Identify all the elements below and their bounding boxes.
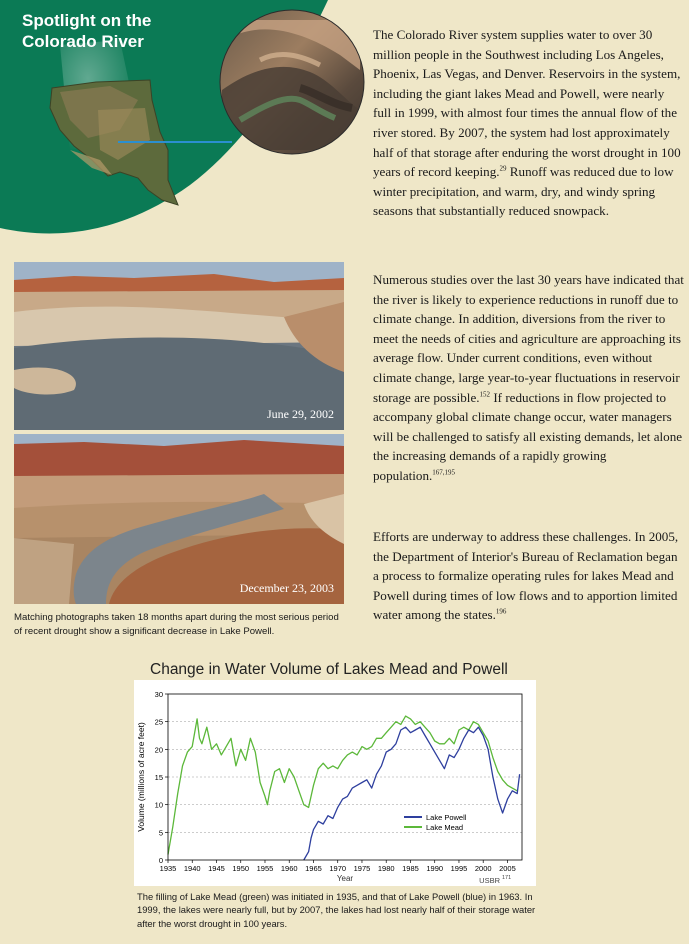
x-tick-label: 2005 [499,864,516,873]
x-tick-label: 1935 [159,864,177,873]
x-tick-label: 1980 [377,864,395,873]
x-tick-label: 1960 [280,864,298,873]
citation-152: 152 [479,390,491,399]
x-tick-label: 1965 [305,864,322,873]
x-tick-label: 1975 [353,864,371,873]
x-tick-label: 2000 [474,864,492,873]
y-tick-label: 15 [154,773,163,782]
paragraph-efforts: Efforts are underway to address these challenges. In 2005, the Department of Interior's Bureau of Reclamation began a process to formalize operating rules for lakes Mead and Powell during times of low flows and to apportion limited water among the states.$^{196}$ [373,529,679,623]
y-tick-label: 25 [154,717,163,727]
y-tick-label: 20 [154,745,163,755]
citation-167-195: 167,195 [432,468,456,477]
chart-title: Change in Water Volume of Lakes Mead and Powell [150,661,508,678]
legend-label: Lake Powell [426,813,467,822]
chart-legend [404,813,467,832]
source-ref: 171 [502,875,512,881]
photo-lake-powell-2002 [14,262,344,430]
y-tick-label: 30 [154,690,163,699]
citation-196: 196 [495,608,507,617]
x-tick-label: 1940 [183,864,201,873]
series-line-lake-powell [304,727,520,860]
x-tick-label: 1985 [402,864,419,873]
x-tick-label: 1970 [329,864,347,873]
source-note: USBR [479,876,500,885]
y-axis-label: Volume (millions of acre feet) [136,722,146,832]
chart-caption: The filling of Lake Mead (green) was initiated in 1935, and that of Lake Powell (blue) in 1963. In 1999, the lakes were nearly full, but by 2007, the lakes had lost nearly half of their storage water after the worst drought in 100 years. [137,891,536,929]
x-tick-label: 1990 [426,864,444,873]
x-tick-label: 1945 [208,864,225,873]
photo-date-2003: December 23, 2003 [239,581,334,595]
chart-panel [134,680,536,886]
y-tick-label: 5 [158,828,163,838]
spotlight-title: Spotlight on the Colorado River [22,11,152,51]
paragraph-intro: The Colorado River system supplies water to over 30 million people in the Southwest including Los Angeles, Phoenix, Las Vegas, and Denver. Reservoirs in the system, including the giant lakes Mead and Powell, were nearly full in 1999, with almost four times the annual flow of the river stored. By 2007, the system had lost approximately half of that storage after enduring the worst drought in 100 years of record keeping.$^{29}$ Runoff was reduced due to low winter precipitation, and warm, dry, and windy spring seasons that substantially reduced snowpack. [373,27,681,219]
legend-label: Lake Mead [426,823,464,832]
citation-29: 29 [499,164,507,173]
paragraph-studies: Numerous studies over the last 30 years have indicated that the river is likely to experience reductions in runoff due to climate change. In addition, diversions from the river to meet the needs of cities and agriculture are approaching its average flow. Under current conditions, even without climate change, large year-to-year fluctuations in reservoir storage are possible.$^{152}$ If reductions in flow projected to accompany global climate change occur, water managers will be challenged to satisfy all existing demands, let alone the increasing demands of a rapidly growing population.$^{167,195}$ [373,272,684,483]
y-tick-label: 0 [158,856,163,865]
photo-lake-powell-2003 [14,434,344,604]
x-tick-label: 1950 [232,864,250,873]
x-tick-label: 1955 [256,864,274,873]
photo-date-2002: June 29, 2002 [267,407,334,421]
water-volume-chart [134,680,536,886]
x-axis-label: Year [336,874,354,883]
y-tick-label: 10 [154,800,163,810]
x-tick-label: 1995 [450,864,468,873]
photo-caption: Matching photographs taken 18 months apart during the most serious period of recent drought show a significant decrease in Lake Powell. [14,612,339,637]
